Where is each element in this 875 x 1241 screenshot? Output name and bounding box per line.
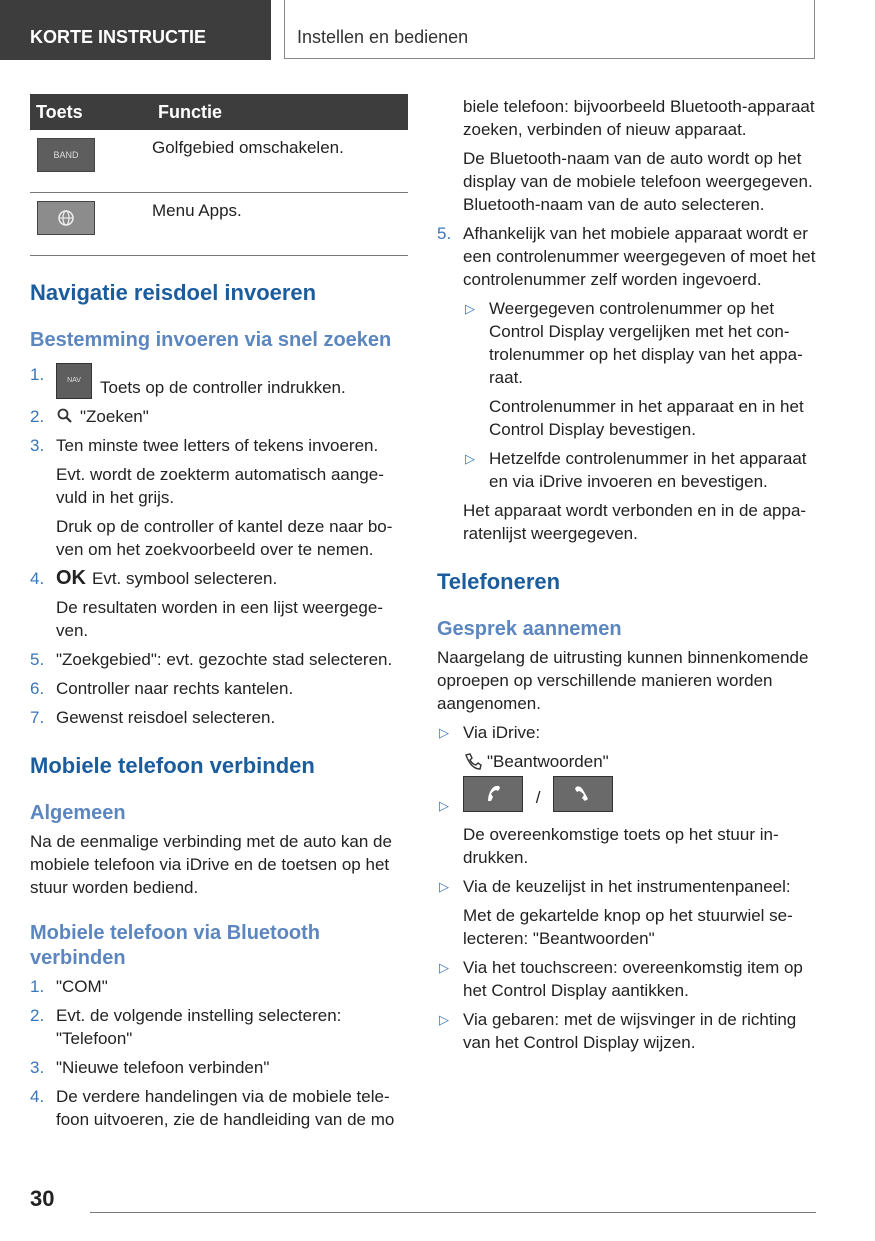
globe-icon <box>57 209 75 227</box>
table-row <box>30 193 408 256</box>
heading-general: Algemeen <box>30 802 126 824</box>
nav-key-icon: NAV <box>56 363 92 399</box>
list-item: 4. De verdere handelingen via de mobiele telefoon uitvoeren, zie de handleiding van de mo <box>30 1087 395 1129</box>
list-item-note: De resultaten worden in een lijst weergegeven. <box>56 598 383 640</box>
list-item: 1. "COM" <box>30 977 108 996</box>
bullet-item: ▷ Hetzelfde controlenummer in het apparaat en via iDrive invoeren en bevestigen. <box>465 449 807 491</box>
bullet-item: ▷ Via iDrive: <box>439 723 541 742</box>
list-item: 1. NAV Toets op de controller indrukken. <box>30 365 346 397</box>
bullet-item: ▷ Weergegeven controlenummer op het Control Display vergelijken met het controlenummer op het display van het apparaat. <box>465 299 803 387</box>
bullet-item: ▷ Via de keuzelijst in het instrumentenpaneel: <box>439 877 791 896</box>
list-item-note: Evt. wordt de zoekterm automatisch aangevuld in het grijs. <box>56 465 384 507</box>
list-item: 5. Afhankelijk van het mobiele apparaat wordt er een controlenummer weergegeven of moet het controlenummer zelf worden ingevoerd. <box>437 224 816 289</box>
list-item: 3. Ten minste twee letters of tekens invoeren. <box>30 436 379 455</box>
table-header-function: Functie <box>152 94 408 130</box>
section-tab <box>0 0 271 60</box>
key-table <box>30 94 408 256</box>
answer-call-alt-button-icon <box>553 776 613 812</box>
answer-call-button-icon <box>463 776 523 812</box>
bullet-note: Controlenummer in het apparaat en in het Control Display bevestigen. <box>489 397 804 439</box>
list-item-note: Druk op de controller of kantel deze naar boven om het zoekvoorbeeld over te nemen. <box>56 517 393 559</box>
function-cell: Golfgebied omschakelen. <box>152 130 408 193</box>
list-item: 5. "Zoekgebied": evt. gezochte stad selecteren. <box>30 650 393 669</box>
function-cell: Menu Apps. <box>152 193 408 256</box>
list-item: 2. "Zoeken" <box>30 407 149 426</box>
heading-telephoning: Telefoneren <box>437 569 561 594</box>
table-row <box>30 130 408 193</box>
bullet-item: ▷ Via gebaren: met de wijsvinger in de richting van het Control Display wijzen. <box>439 1010 797 1052</box>
phone-icon <box>464 777 522 811</box>
general-text: Na de eenmalige verbinding met de auto kan de mobiele telefoon via iDrive en de toetsen op het stuur worden bediend. <box>30 832 392 897</box>
apps-key-icon <box>37 201 95 235</box>
heading-navigation: Navigatie reisdoel invoeren <box>30 280 317 305</box>
footer-divider <box>90 1212 816 1213</box>
answer-intro: Naargelang de uitrusting kunnen binnenkomende oproepen op verschillende manieren worden aangenomen. <box>437 648 809 713</box>
heading-bluetooth: Mobiele telefoon via Bluetooth verbinden <box>30 922 321 969</box>
right-column <box>437 95 817 1054</box>
bullet-item: ▷ / <box>437 779 817 817</box>
phone-icon <box>554 777 612 811</box>
page-number: 30 <box>30 1186 55 1211</box>
left-column <box>30 94 408 1131</box>
heading-quick-search: Bestemming invoeren via snel zoeken <box>30 329 392 351</box>
heading-answer-call: Gesprek aannemen <box>437 618 622 640</box>
bullet-note: Met de gekartelde knop op het stuurwiel selecteren: "Beantwoorden" <box>463 906 793 948</box>
phone-handset-icon <box>463 752 483 770</box>
chapter-title: Instellen en bedienen <box>297 27 469 47</box>
list-item: 3. "Nieuwe telefoon verbinden" <box>30 1058 270 1077</box>
list-item: 7. Gewenst reisdoel selecteren. <box>30 708 276 727</box>
ok-icon: OK <box>56 567 86 589</box>
chapter-tab <box>284 0 815 59</box>
band-key-icon: BAND <box>37 138 95 172</box>
list-item-note: biele telefoon: bijvoorbeeld Bluetooth-apparaat zoeken, verbinden of nieuw apparaat. <box>463 97 815 139</box>
bullet-note: De overeenkomstige toets op het stuur indrukken. <box>463 825 779 867</box>
search-icon <box>56 407 74 425</box>
heading-phone-connect: Mobiele telefoon verbinden <box>30 753 315 778</box>
result-text: Het apparaat wordt verbonden en in de apparatenlijst weergegeven. <box>463 501 807 543</box>
list-item-note: De Bluetooth-naam van de auto wordt op het display van de mobiele telefoon weergegeven. Bluetooth-naam van de auto selecteren. <box>463 149 813 214</box>
bullet-note: "Beantwoorden" <box>437 750 817 773</box>
section-title: KORTE INSTRUCTIE <box>30 27 207 47</box>
list-item: 4. OK Evt. symbool selecteren. <box>30 567 278 589</box>
bullet-item: ▷ Via het touchscreen: overeenkomstig item op het Control Display aantikken. <box>439 958 803 1000</box>
table-header-key: Toets <box>30 94 152 130</box>
list-item: 6. Controller naar rechts kantelen. <box>30 679 294 698</box>
list-item: 2. Evt. de volgende instelling selecteren: "Telefoon" <box>30 1006 342 1048</box>
